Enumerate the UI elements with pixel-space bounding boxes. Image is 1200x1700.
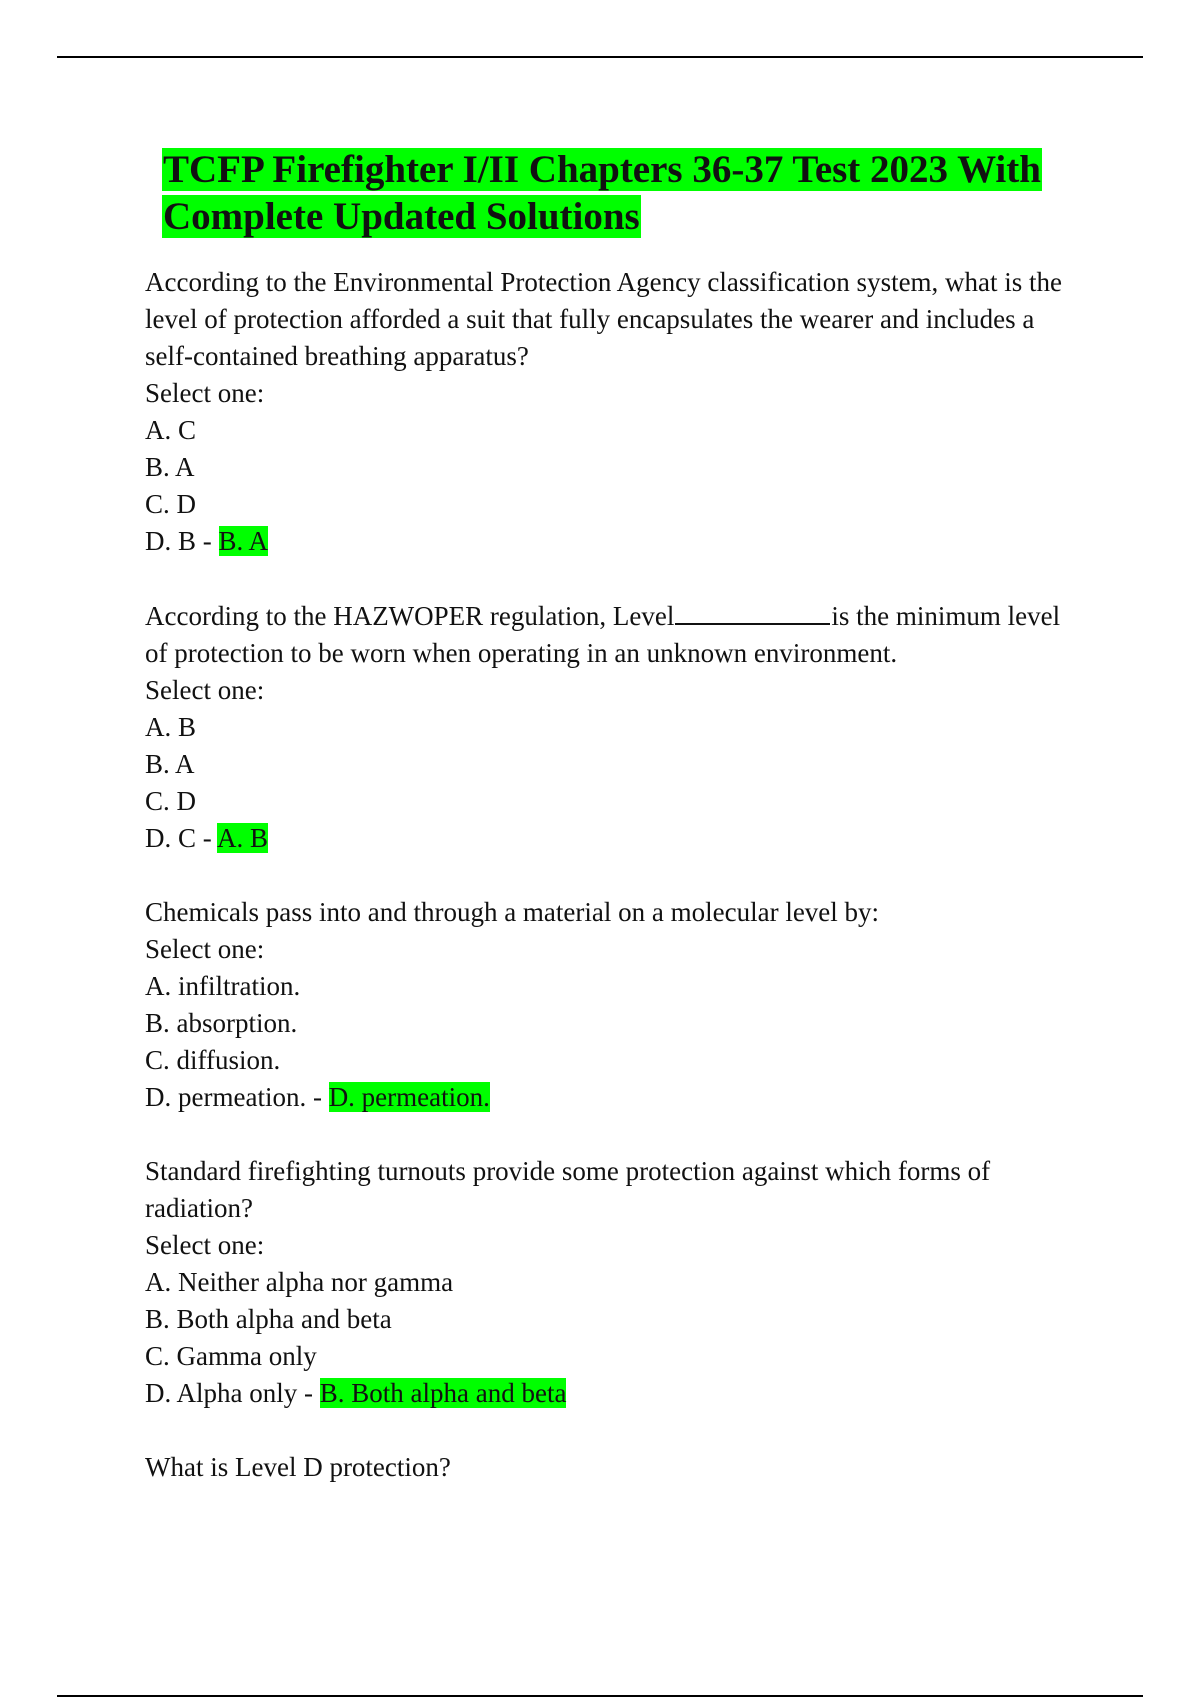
option-d-with-answer (145, 1079, 1085, 1116)
option-b: B. A (145, 749, 195, 779)
option-c: C. Gamma only (145, 1341, 317, 1371)
question-1 (145, 264, 1085, 560)
option-d: D. Alpha only - (145, 1378, 313, 1408)
page-bottom-rule (57, 1695, 1143, 1697)
option-c: C. diffusion. (145, 1045, 281, 1075)
option-b: B. A (145, 452, 195, 482)
question-text-end: is the minimum level of protection to be worn when operating in an unknown environment. (145, 601, 1061, 668)
option-d-with-answer (145, 523, 1085, 560)
document-title (162, 146, 1102, 240)
question-text: What is Level D protection? (145, 1452, 451, 1482)
title-highlight: TCFP Firefighter I/II Chapters 36-37 Test 2023 With Complete Updated Solutions (163, 148, 1041, 238)
option-d: D. permeation. - (145, 1082, 322, 1112)
select-prompt: Select one: (145, 1230, 265, 1260)
option-a: A. C (145, 415, 197, 445)
option-d-with-answer (145, 1375, 1085, 1412)
question-5 (145, 1449, 1085, 1486)
question-3 (145, 894, 1085, 1116)
option-a: A. Neither alpha nor gamma (145, 1267, 454, 1297)
option-a: A. infiltration. (145, 971, 301, 1001)
answer-highlight: B. Both alpha and beta (319, 1378, 567, 1408)
question-text: According to the Environmental Protection Agency classification system, what is the level of protection afforded a suit that fully encapsulates the wearer and includes a self-contained breathing apparatus? (145, 267, 1063, 371)
option-b: B. absorption. (145, 1008, 298, 1038)
option-d: D. B - (145, 526, 212, 556)
option-c: C. D (145, 786, 197, 816)
option-d-with-answer (145, 820, 1085, 857)
question-text: Standard firefighting turnouts provide some protection against which forms of radiation? (145, 1156, 991, 1223)
option-c: C. D (145, 489, 197, 519)
option-d: D. C - (145, 823, 212, 853)
select-prompt: Select one: (145, 934, 265, 964)
questions-container (145, 264, 1085, 1523)
question-4 (145, 1153, 1085, 1412)
select-prompt: Select one: (145, 675, 265, 705)
page-top-rule (57, 56, 1143, 58)
question-text-start: According to the HAZWOPER regulation, Level (145, 601, 675, 631)
answer-highlight: A. B (217, 823, 269, 853)
question-2 (145, 597, 1085, 857)
answer-highlight: B. A (218, 526, 269, 556)
answer-highlight: D. permeation. (328, 1082, 490, 1112)
question-text: Chemicals pass into and through a material on a molecular level by: (145, 897, 880, 927)
question-text (145, 597, 1085, 672)
fill-in-blank (675, 597, 830, 625)
option-b: B. Both alpha and beta (145, 1304, 392, 1334)
option-a: A. B (145, 712, 197, 742)
select-prompt: Select one: (145, 378, 265, 408)
